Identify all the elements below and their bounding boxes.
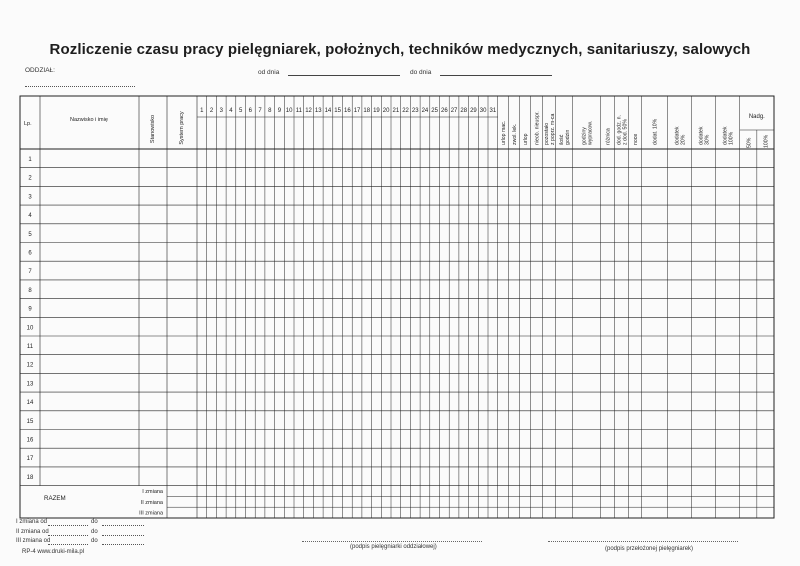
header-day-15: 15 [334, 108, 341, 114]
header-summary-13: dodatek [722, 126, 729, 145]
row-number-4: 4 [28, 213, 32, 220]
shift-do-label-2: do [91, 528, 98, 535]
row-number-10: 10 [26, 325, 34, 332]
header-day-9: 9 [277, 108, 282, 114]
shift-od-field-2[interactable] [48, 535, 88, 536]
header-day-10: 10 [285, 108, 293, 114]
shift-od-label-3: III zmiana od [16, 538, 51, 544]
header-lp: Lp. [24, 121, 32, 127]
header-day-24: 24 [421, 108, 429, 114]
header-day-30: 30 [479, 108, 487, 114]
header-nadg-50%: 50% [746, 137, 753, 148]
header-nadg: Nadg. [748, 114, 765, 120]
row-number-6: 6 [28, 250, 32, 257]
header-day-16: 16 [344, 108, 351, 114]
header-day-22: 22 [402, 108, 409, 114]
header-summary-4: pozostało [544, 122, 551, 145]
header-summary-1: zwol. lek. [512, 123, 519, 145]
shift-od-label-2: II zmiana od [16, 528, 49, 535]
header-day-12: 12 [305, 108, 312, 114]
oddzial-label: ODDZIAŁ: [25, 67, 55, 74]
header-summary-8: dod. godz. n. [616, 115, 623, 145]
header-summary-11: dodatek [674, 126, 681, 145]
razem-shift-2: II zmiana [140, 499, 163, 506]
row-number-18: 18 [26, 474, 34, 481]
row-number-7: 7 [28, 269, 32, 276]
header-summary-3: nieob. nieuspr. [534, 111, 541, 145]
signature-line-head-nurse[interactable] [548, 541, 738, 542]
header-stanowisko: Stanowisko [150, 114, 156, 144]
header-day-3: 3 [219, 108, 223, 114]
header-day-19: 19 [373, 108, 380, 114]
header-day-13: 13 [314, 108, 322, 114]
header-summary-6: godziny [581, 127, 588, 145]
footer-code: RP-4 www.druki-mila.pl [22, 549, 85, 555]
signature-line-nurse[interactable] [302, 541, 482, 542]
shift-do-field-2[interactable] [102, 535, 144, 536]
header-day-1: 1 [200, 108, 204, 114]
row-number-13: 13 [26, 381, 34, 388]
razem-shift-1: I zmiana [142, 489, 163, 496]
header-nadg-100%: 100% [763, 134, 770, 148]
shift-od-field-3[interactable] [48, 544, 88, 545]
header-summary-13: 100% [728, 131, 735, 145]
header-day-26: 26 [441, 108, 448, 114]
header-day-18: 18 [363, 108, 371, 114]
header-day-25: 25 [431, 108, 438, 114]
shift-do-field-3[interactable] [102, 544, 144, 545]
header-summary-11: 20% [680, 134, 687, 145]
table-frame [20, 96, 774, 518]
header-day-11: 11 [295, 108, 302, 114]
header-system-pracy: System pracy [179, 111, 185, 145]
row-number-8: 8 [28, 287, 32, 294]
row-number-17: 17 [26, 456, 34, 463]
header-day-14: 14 [324, 108, 332, 114]
header-summary-2: urlop [523, 133, 530, 145]
shift-do-label-1: do [91, 519, 98, 525]
row-number-5: 5 [28, 231, 32, 238]
header-day-4: 4 [229, 108, 233, 114]
header-day-20: 20 [382, 108, 390, 114]
header-summary-5: ilość [559, 134, 566, 145]
header-day-6: 6 [248, 108, 253, 114]
razem-label: RAZEM [44, 495, 66, 502]
header-day-7: 7 [258, 108, 262, 114]
header-day-2: 2 [209, 108, 214, 114]
shift-do-field-1[interactable] [102, 525, 144, 526]
row-number-1: 1 [28, 157, 32, 163]
header-summary-4: z poprz. m-ca [550, 113, 557, 145]
header-nazwisko: Nazwisko i imię [70, 117, 108, 123]
signature-caption-head-nurse: (podpis przełożonej pielęgniarek) [605, 546, 694, 552]
row-number-11: 11 [26, 344, 34, 350]
header-day-28: 28 [460, 108, 468, 114]
header-summary-6: wypracow. [587, 120, 594, 145]
header-summary-12: dodatek [698, 126, 705, 145]
header-summary-9: noce [633, 133, 640, 145]
shift-od-label-1: I zmiana od [16, 519, 48, 525]
header-day-5: 5 [238, 108, 243, 114]
header-day-27: 27 [450, 108, 458, 114]
razem-shift-3: III zmiana [139, 510, 163, 517]
header-day-21: 21 [392, 108, 400, 114]
header-summary-8: z dod. 50% [622, 119, 629, 145]
shift-od-field-1[interactable] [48, 525, 88, 526]
header-summary-7: różnica [605, 128, 612, 145]
header-summary-0: urlop mac. [501, 120, 508, 145]
row-number-3: 3 [28, 194, 32, 201]
header-day-23: 23 [411, 108, 419, 114]
header-day-8: 8 [268, 108, 272, 114]
signature-caption-nurse: (podpis pielęgniarki oddziałowej) [350, 544, 437, 550]
header-day-17: 17 [353, 108, 361, 114]
row-number-14: 14 [26, 400, 34, 407]
od-dnia-label: od dnia [258, 69, 280, 76]
header-summary-10: dodat. 10% [652, 118, 659, 145]
header-summary-12: 30% [704, 134, 711, 145]
row-number-15: 15 [26, 418, 34, 425]
do-dnia-label: do dnia [410, 69, 432, 76]
shift-do-label-3: do [91, 538, 98, 544]
form-title: Rozliczenie czasu pracy pielęgniarek, położnych, techników medycznych, sanitariuszy, salowych [49, 41, 751, 58]
row-number-12: 12 [26, 362, 34, 369]
header-day-31: 31 [489, 108, 497, 114]
row-number-16: 16 [26, 437, 34, 444]
header-day-29: 29 [470, 108, 477, 114]
row-number-2: 2 [28, 175, 32, 182]
row-number-9: 9 [28, 306, 32, 313]
header-summary-5: godzin [565, 129, 572, 145]
